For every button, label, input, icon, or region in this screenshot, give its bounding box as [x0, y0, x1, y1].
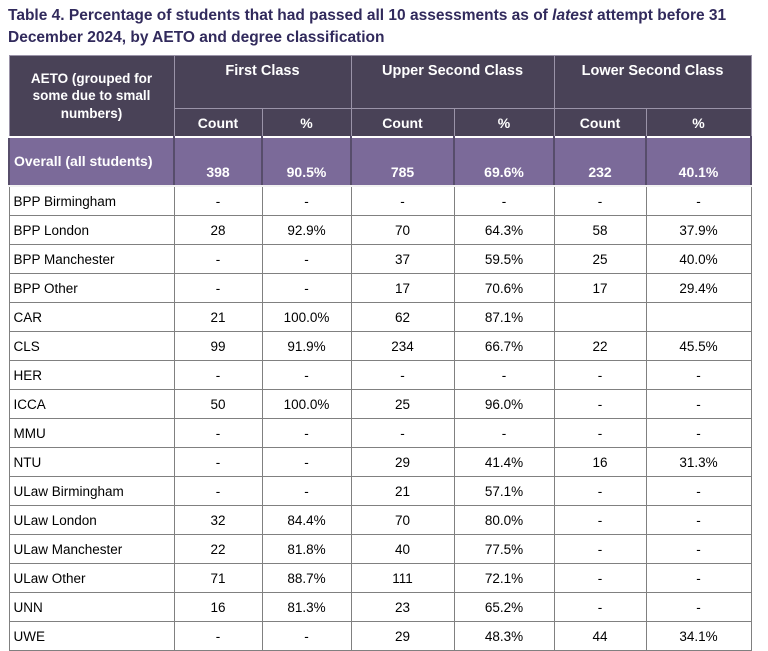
cell-value: 57.1% — [454, 477, 554, 506]
cell-value: 16 — [554, 448, 646, 477]
table-row — [9, 535, 751, 564]
cell-value: - — [454, 419, 554, 448]
cell-value: - — [646, 390, 751, 419]
cell-value: 44 — [554, 622, 646, 651]
cell-value: - — [174, 477, 262, 506]
cell-value: 34.1% — [646, 622, 751, 651]
row-label: ULaw Other — [9, 564, 174, 593]
cell-value: - — [351, 361, 454, 390]
row-label: ULaw Birmingham — [9, 477, 174, 506]
cell-value: 23 — [351, 593, 454, 622]
aeto-column-header: AETO (grouped for some due to small numbers) — [9, 56, 174, 138]
cell-value: - — [174, 361, 262, 390]
cell-value: 80.0% — [454, 506, 554, 535]
row-label: ULaw Manchester — [9, 535, 174, 564]
table-title-prefix: Table 4. Percentage of students that had passed all 10 assessments as of — [8, 7, 553, 24]
cell-value: 87.1% — [454, 303, 554, 332]
cell-value: - — [554, 419, 646, 448]
cell-value: 50 — [174, 390, 262, 419]
cell-value: 28 — [174, 216, 262, 245]
row-label: CAR — [9, 303, 174, 332]
cell-value: - — [262, 245, 351, 274]
cell-value: 21 — [351, 477, 454, 506]
cell-value: 88.7% — [262, 564, 351, 593]
row-label: UNN — [9, 593, 174, 622]
subheader-lower-percent: % — [646, 109, 751, 138]
cell-value: - — [554, 564, 646, 593]
row-label: UWE — [9, 622, 174, 651]
cell-value: - — [554, 390, 646, 419]
table-row — [9, 419, 751, 448]
cell-value: - — [262, 622, 351, 651]
cell-value: - — [554, 477, 646, 506]
group-header-lower-second-class: Lower Second Class — [554, 56, 751, 109]
cell-value: 16 — [174, 593, 262, 622]
cell-value: 25 — [351, 390, 454, 419]
overall-first-count: 398 — [174, 137, 262, 186]
cell-value: - — [454, 361, 554, 390]
cell-value: - — [554, 361, 646, 390]
table-row — [9, 390, 751, 419]
cell-value: 81.8% — [262, 535, 351, 564]
cell-value: 29.4% — [646, 274, 751, 303]
cell-value: 22 — [554, 332, 646, 361]
overall-row-label: Overall (all students) — [9, 137, 174, 186]
overall-lower-percent: 40.1% — [646, 137, 751, 186]
cell-value: - — [174, 245, 262, 274]
table-row — [9, 186, 751, 216]
table-row — [9, 216, 751, 245]
row-label: CLS — [9, 332, 174, 361]
cell-value: 62 — [351, 303, 454, 332]
cell-value: 92.9% — [262, 216, 351, 245]
cell-value: - — [554, 186, 646, 216]
row-label: BPP London — [9, 216, 174, 245]
cell-value: - — [262, 361, 351, 390]
group-header-upper-second-class: Upper Second Class — [351, 56, 554, 109]
overall-lower-count: 232 — [554, 137, 646, 186]
cell-value: - — [351, 419, 454, 448]
cell-value: 72.1% — [454, 564, 554, 593]
assessment-results-table — [8, 55, 752, 651]
cell-value: - — [262, 477, 351, 506]
table-title-suffix: attempt before 31 December 2024, by AETO and degree classification — [8, 7, 727, 46]
overall-row — [9, 137, 751, 186]
cell-value — [554, 303, 646, 332]
cell-value: 70 — [351, 506, 454, 535]
row-label: ICCA — [9, 390, 174, 419]
cell-value: - — [646, 535, 751, 564]
cell-value: - — [174, 419, 262, 448]
cell-value: - — [646, 564, 751, 593]
cell-value: - — [454, 186, 554, 216]
cell-value: 91.9% — [262, 332, 351, 361]
cell-value: - — [262, 419, 351, 448]
cell-value: 40 — [351, 535, 454, 564]
cell-value: 84.4% — [262, 506, 351, 535]
cell-value: - — [646, 186, 751, 216]
subheader-first-percent: % — [262, 109, 351, 138]
cell-value: 25 — [554, 245, 646, 274]
cell-value: 99 — [174, 332, 262, 361]
cell-value: 100.0% — [262, 390, 351, 419]
row-label: HER — [9, 361, 174, 390]
table-row — [9, 477, 751, 506]
cell-value: - — [174, 622, 262, 651]
cell-value: - — [262, 274, 351, 303]
cell-value: 17 — [351, 274, 454, 303]
cell-value: 41.4% — [454, 448, 554, 477]
cell-value: - — [554, 506, 646, 535]
cell-value: 70 — [351, 216, 454, 245]
cell-value: 111 — [351, 564, 454, 593]
cell-value: 31.3% — [646, 448, 751, 477]
overall-upper-percent: 69.6% — [454, 137, 554, 186]
table-row — [9, 506, 751, 535]
row-label: BPP Manchester — [9, 245, 174, 274]
overall-upper-count: 785 — [351, 137, 454, 186]
table-row — [9, 303, 751, 332]
cell-value: 58 — [554, 216, 646, 245]
cell-value: 37.9% — [646, 216, 751, 245]
cell-value: - — [646, 361, 751, 390]
cell-value: - — [646, 506, 751, 535]
table-header — [9, 56, 751, 187]
cell-value: - — [554, 593, 646, 622]
row-label: BPP Birmingham — [9, 186, 174, 216]
cell-value: 64.3% — [454, 216, 554, 245]
table-row — [9, 245, 751, 274]
cell-value: - — [646, 477, 751, 506]
table-row — [9, 448, 751, 477]
table-row — [9, 564, 751, 593]
cell-value: 96.0% — [454, 390, 554, 419]
row-label: BPP Other — [9, 274, 174, 303]
cell-value: - — [262, 186, 351, 216]
cell-value: 21 — [174, 303, 262, 332]
subheader-lower-count: Count — [554, 109, 646, 138]
cell-value: 29 — [351, 448, 454, 477]
cell-value: 77.5% — [454, 535, 554, 564]
cell-value — [646, 303, 751, 332]
cell-value: 65.2% — [454, 593, 554, 622]
row-label: NTU — [9, 448, 174, 477]
header-row-groups — [9, 56, 751, 109]
subheader-first-count: Count — [174, 109, 262, 138]
overall-first-percent: 90.5% — [262, 137, 351, 186]
cell-value: - — [262, 448, 351, 477]
table-row — [9, 361, 751, 390]
group-header-first-class: First Class — [174, 56, 351, 109]
cell-value: - — [554, 535, 646, 564]
cell-value: 70.6% — [454, 274, 554, 303]
cell-value: 59.5% — [454, 245, 554, 274]
cell-value: 17 — [554, 274, 646, 303]
cell-value: - — [646, 593, 751, 622]
table-title-italic-word: latest — [552, 7, 593, 24]
table-title — [0, 0, 768, 55]
cell-value: 66.7% — [454, 332, 554, 361]
cell-value: 48.3% — [454, 622, 554, 651]
cell-value: 81.3% — [262, 593, 351, 622]
cell-value: - — [174, 186, 262, 216]
cell-value: 29 — [351, 622, 454, 651]
cell-value: 22 — [174, 535, 262, 564]
table-body — [9, 186, 751, 651]
cell-value: 100.0% — [262, 303, 351, 332]
subheader-upper-percent: % — [454, 109, 554, 138]
cell-value: 37 — [351, 245, 454, 274]
cell-value: 40.0% — [646, 245, 751, 274]
cell-value: - — [174, 448, 262, 477]
cell-value: 32 — [174, 506, 262, 535]
row-label: MMU — [9, 419, 174, 448]
cell-value: - — [646, 419, 751, 448]
table-row — [9, 332, 751, 361]
table-row — [9, 593, 751, 622]
cell-value: 234 — [351, 332, 454, 361]
table-row — [9, 274, 751, 303]
row-label: ULaw London — [9, 506, 174, 535]
cell-value: - — [351, 186, 454, 216]
cell-value: - — [174, 274, 262, 303]
cell-value: 71 — [174, 564, 262, 593]
cell-value: 45.5% — [646, 332, 751, 361]
table-row — [9, 622, 751, 651]
subheader-upper-count: Count — [351, 109, 454, 138]
